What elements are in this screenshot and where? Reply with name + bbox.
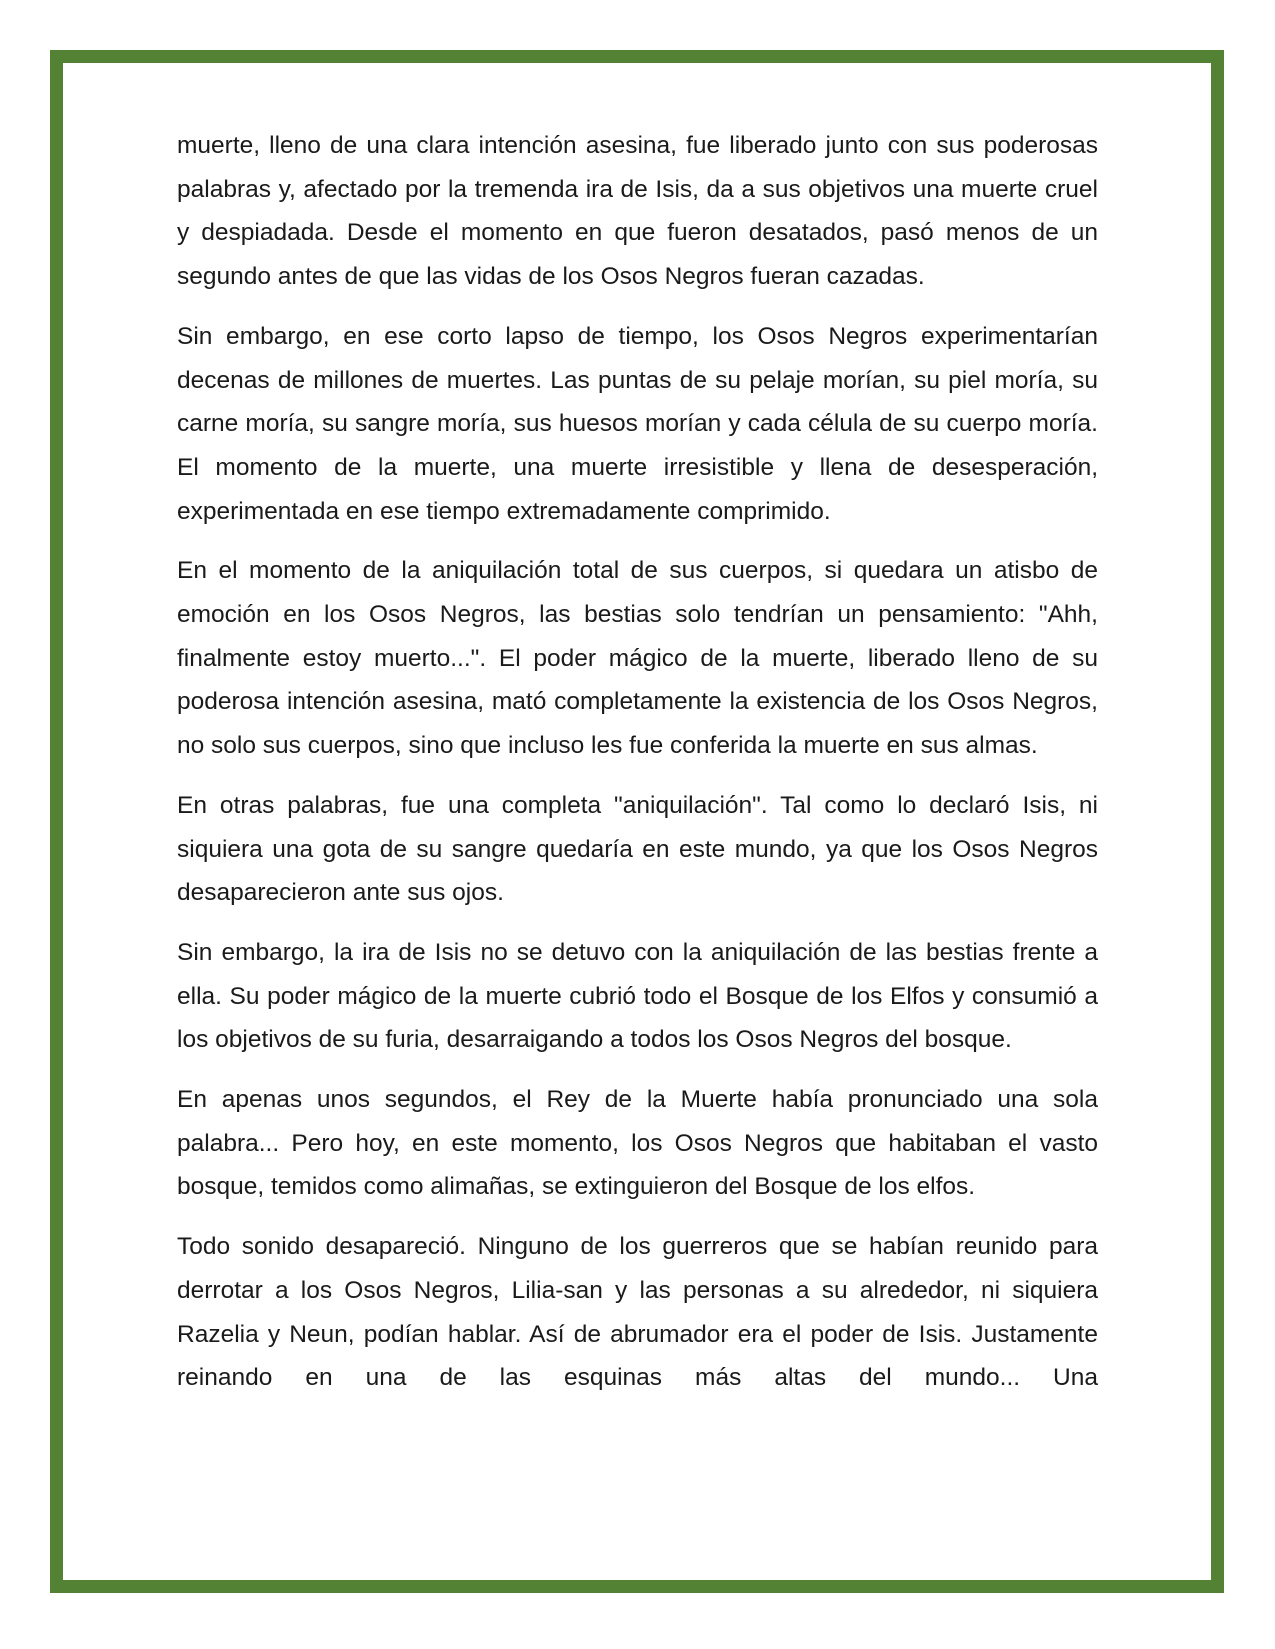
paragraph-3: En el momento de la aniquilación total de sus cuerpos, si quedara un atisbo de emoción en los Osos Negros, las bestias solo tendrían un pensamiento: "Ahh, finalmente estoy muerto...". El poder mágico de la muerte, liberado lleno de su poderosa intención asesina, mató completamente la existencia de los Osos Negros, no solo sus cuerpos, sino que incluso les fue conferida la muerte en sus almas. xyxy=(177,557,1098,760)
paragraph-5: Sin embargo, la ira de Isis no se detuvo con la aniquilación de las bestias frente a ella. Su poder mágico de la muerte cubrió todo el Bosque de los Elfos y consumió a los objetivos de su furia, desarraigando a todos los Osos Negros del bosque. xyxy=(177,938,1098,1054)
document-body xyxy=(177,124,1098,1400)
paragraph-4: En otras palabras, fue una completa "aniquilación". Tal como lo declaró Isis, ni siquiera una gota de su sangre quedaría en este mundo, ya que los Osos Negros desaparecieron ante sus ojos. xyxy=(177,791,1098,907)
paragraph-6: En apenas unos segundos, el Rey de la Muerte había pronunciado una sola palabra... Pero hoy, en este momento, los Osos Negros que habitaban el vasto bosque, temidos como alimañas, se extinguieron del Bosque de los elfos. xyxy=(177,1086,1098,1201)
paragraph-2: Sin embargo, en ese corto lapso de tiempo, los Osos Negros experimentarían decenas de millones de muertes. Las puntas de su pelaje morían, su piel moría, su carne moría, su sangre moría, sus huesos morían y cada célula de su cuerpo moría. El momento de la muerte, una muerte irresistible y llena de desesperación, experimentada en ese tiempo extremadamente comprimido. xyxy=(177,322,1098,525)
paragraph-1: muerte, lleno de una clara intención asesina, fue liberado junto con sus poderosas palabras y, afectado por la tremenda ira de Isis, da a sus objetivos una muerte cruel y despiadada. Desde el momento en que fueron desatados, pasó menos de un segundo antes de que las vidas de los Osos Negros fueran cazadas. xyxy=(177,132,1098,291)
paragraph-7: Todo sonido desapareció. Ninguno de los guerreros que se habían reunido para derrotar a los Osos Negros, Lilia-san y las personas a su alrededor, ni siquiera Razelia y Neun, podían hablar. Así de abrumador era el poder de Isis. Justamente reinando en una de las esquinas más altas del mundo... Una xyxy=(177,1233,1098,1392)
